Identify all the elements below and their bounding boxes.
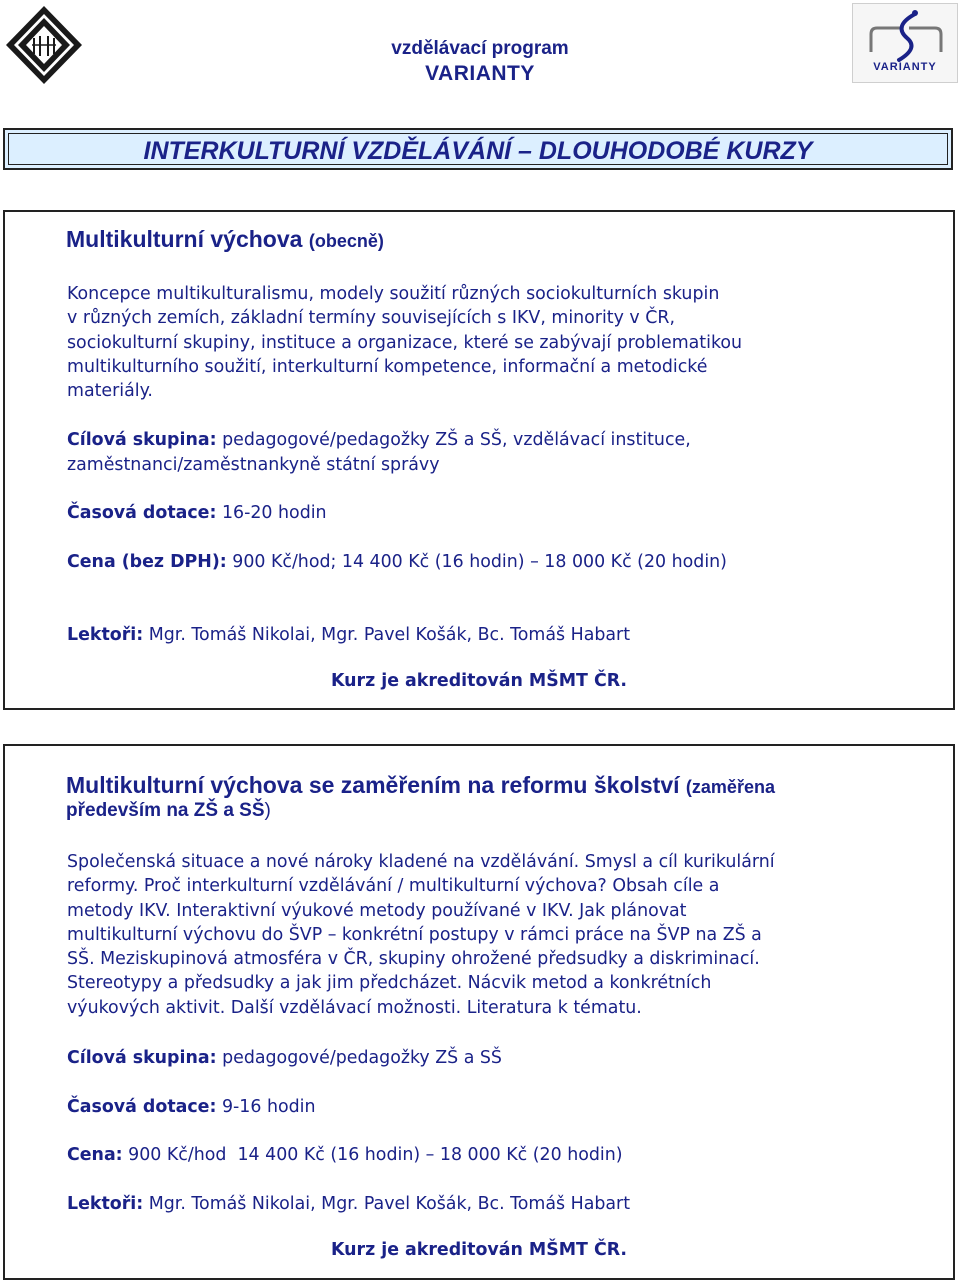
course1-time xyxy=(67,501,897,525)
course2-target xyxy=(67,1046,897,1070)
course2-lecturers-value: Mgr. Tomáš Nikolai, Mgr. Pavel Košák, Bc. Tomáš Habart xyxy=(148,1194,631,1214)
course2-accreditation: Kurz je akreditován MŠMT ČR. xyxy=(330,1240,628,1260)
course2-desc-line: metody IKV. Interaktivní výukové metody používané v IKV. Jak plánovat xyxy=(67,900,687,921)
course1-target-label: Cílová skupina: xyxy=(67,430,217,450)
course1-title-text: Multikulturní výchova xyxy=(66,226,303,252)
course2-desc-line: výukových aktivit. Další vzdělávací možnosti. Literatura k tématu. xyxy=(67,997,642,1018)
course1-desc-line: sociokulturní skupiny, instituce a organizace, které se zabývají problematikou xyxy=(67,332,743,353)
section-banner xyxy=(3,128,953,170)
course1-desc-line: Koncepce multikulturalismu, modely soužití různých sociokulturních skupin xyxy=(67,284,720,304)
course2-lecturers-label: Lektoři: xyxy=(67,1194,144,1214)
course2-desc-line: reformy. Proč interkulturní vzdělávání / multikulturní výchova? Obsah cíle a xyxy=(67,876,720,897)
page-header xyxy=(0,0,960,100)
course1-target xyxy=(67,428,897,452)
program-name: VARIANTY xyxy=(425,62,535,85)
course1-desc-line: materiály. xyxy=(67,381,153,402)
varianty-logo xyxy=(852,3,958,83)
course1-lecturers xyxy=(67,623,897,647)
course2-price xyxy=(67,1143,897,1167)
svg-text:VARIANTY: VARIANTY xyxy=(873,61,937,73)
course2-title-note-close: ) xyxy=(264,800,271,821)
course1-description xyxy=(67,282,897,403)
program-label: vzdělávací program xyxy=(391,38,569,59)
course1-price-label: Cena (bez DPH): xyxy=(67,552,227,572)
course2-time-label: Časová dotace: xyxy=(67,1097,217,1117)
course2-desc-line: multikulturní výchovu do ŠVP – konkrétní postupy v rámci práce na ŠVP na ZŠ a xyxy=(67,924,762,945)
course1-desc-line: v různých zemích, základní termíny souvisejících s IKV, minority v ČR, xyxy=(67,308,676,329)
course2-title-cont xyxy=(66,797,896,825)
course2-title-note-cont: především na ZŠ a SŠ xyxy=(66,800,265,821)
course1-title xyxy=(66,225,896,255)
course2-description xyxy=(67,850,897,1020)
course2-title-note: (zaměřena xyxy=(685,777,775,797)
course1-desc-line: multikulturního soužití, interkulturní kompetence, informační a metodické xyxy=(67,356,708,377)
course1-time-label: Časová dotace: xyxy=(67,503,217,523)
course1-lecturers-label: Lektoři: xyxy=(67,625,144,645)
course2-time-value: 9-16 hodin xyxy=(221,1097,316,1117)
course2-price-label: Cena: xyxy=(67,1145,123,1165)
course2-title-text: Multikulturní výchova se zaměřením na reformu školství xyxy=(66,772,680,798)
course2-target-label: Cílová skupina: xyxy=(67,1048,217,1068)
course2-time xyxy=(67,1095,897,1119)
course2-price-value: 900 Kč/hod 14 400 Kč (16 hodin) – 18 000 Kč (20 hodin) xyxy=(128,1145,623,1165)
course1-target-value: pedagogové/pedagožky ZŠ a SŠ, vzdělávací instituce, xyxy=(222,430,691,450)
banner-title: INTERKULTURNÍ VZDĚLÁVÁNÍ – DLOUHODOBÉ KURZY xyxy=(143,137,813,165)
course1-time-value: 16-20 hodin xyxy=(221,503,327,523)
course2-desc-line: Stereotypy a předsudky a jak jim předcházet. Nácvik metod a konkrétních xyxy=(67,973,712,994)
course2-desc-line: Společenská situace a nové nároky kladené na vzdělávání. Smysl a cíl kurikulární xyxy=(67,852,775,872)
course1-title-note: (obecně) xyxy=(308,231,384,251)
course1-target-cont: zaměstnanci/zaměstnankyně státní správy xyxy=(67,455,440,475)
course1-price-value: 900 Kč/hod; 14 400 Kč (16 hodin) – 18 000 Kč (20 hodin) xyxy=(232,552,727,572)
course1-price xyxy=(67,550,897,574)
course1-lecturers-value: Mgr. Tomáš Nikolai, Mgr. Pavel Košák, Bc. Tomáš Habart xyxy=(148,625,631,645)
course1-accreditation: Kurz je akreditován MŠMT ČR. xyxy=(330,671,628,691)
course2-lecturers xyxy=(67,1192,897,1216)
course2-target-value: pedagogové/pedagožky ZŠ a SŠ xyxy=(222,1048,502,1068)
course2-desc-line: SŠ. Meziskupinová atmosféra v ČR, skupiny ohrožené předsudky a diskriminací. xyxy=(67,949,760,970)
